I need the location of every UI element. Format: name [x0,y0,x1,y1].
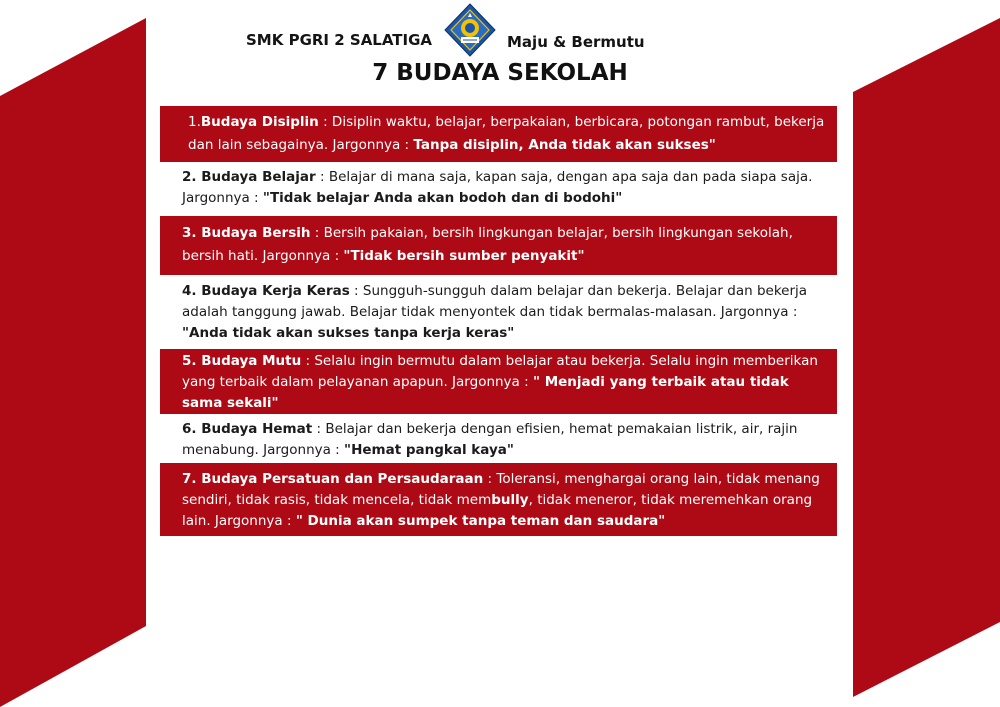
item-description: : Sungguh-sungguh dalam belajar dan bekerja. Belajar dan bekerja adalah tanggung jawab. Belajar tidak menyontek dan tidak bermalas-malasan. Jargonnya : [182,283,808,320]
item-description: : Disiplin waktu, belajar, berpakaian, berbicara, potongan rambut, bekerja dan lain sebagainya. Jargonnya : [188,114,825,153]
item-name: Budaya Kerja Keras [196,283,350,299]
item-number: 6. [182,421,197,437]
item-name: Budaya Disiplin [200,114,319,130]
left-red-panel [0,18,146,707]
culture-item-cleanliness [160,216,837,275]
culture-item-quality [160,349,837,414]
culture-item-discipline [160,106,837,162]
culture-item-learning [160,164,837,214]
item-description: : Toleransi, menghargai orang lain, tidak menang sendiri, tidak rasis, tidak mencela, tidak mem [182,471,820,508]
item-number: 7. [182,471,197,487]
item-jargon: " Dunia akan sumpek tanpa teman dan saudara" [295,513,666,529]
culture-item-unity [160,463,837,536]
item-jargon: "Hemat pangkal kaya" [344,442,514,458]
item-description-emphasis: bully [491,492,529,508]
right-red-panel [853,18,1000,697]
item-name: Budaya Hemat [196,421,313,437]
item-name: Budaya Belajar [196,169,316,185]
item-name: Budaya Persatuan dan Persaudaraan [196,471,484,487]
item-number: 3. [182,225,197,241]
item-number: 2. [182,169,197,185]
culture-item-thrift [160,416,837,461]
item-description: : Belajar di mana saja, kapan saja, dengan apa saja dan pada siapa saja. Jargonnya : [182,169,813,206]
item-name: Budaya Bersih [196,225,311,241]
item-description: : Belajar dan bekerja dengan efisien, hemat pemakaian listrik, air, rajin menabung. Jargonnya : [182,421,798,458]
item-description: : Bersih pakaian, bersih lingkungan belajar, bersih lingkungan sekolah, bersih hati. Jargonnya : [182,225,793,264]
item-number: 4. [182,283,197,299]
item-number: 5. [182,353,197,369]
item-jargon: " Menjadi yang terbaik atau tidak sama sekali" [182,374,789,411]
item-jargon: "Tidak belajar Anda akan bodoh dan di bodohi" [262,190,623,206]
item-name: Budaya Mutu [196,353,302,369]
school-name: SMK PGRI 2 SALATIGA [246,31,433,49]
school-crest-icon [443,3,497,57]
item-jargon: "Anda tidak akan sukses tanpa kerja keras" [182,325,515,341]
item-jargon: "Tidak bersih sumber penyakit" [343,248,585,264]
culture-item-hard-work [160,278,837,345]
item-description: : Selalu ingin bermutu dalam belajar atau bekerja. Selalu ingin memberikan yang terbaik dalam pelayanan apapun. Jargonnya : [182,353,818,390]
item-jargon: Tanpa disiplin, Anda tidak akan sukses" [413,137,716,153]
page-title: 7 BUDAYA SEKOLAH [372,60,628,86]
school-motto: Maju & Bermutu [507,33,645,51]
item-description-continued: , tidak meneror, tidak meremehkan orang lain. Jargonnya : [182,492,813,529]
item-number: 1. [188,114,201,130]
